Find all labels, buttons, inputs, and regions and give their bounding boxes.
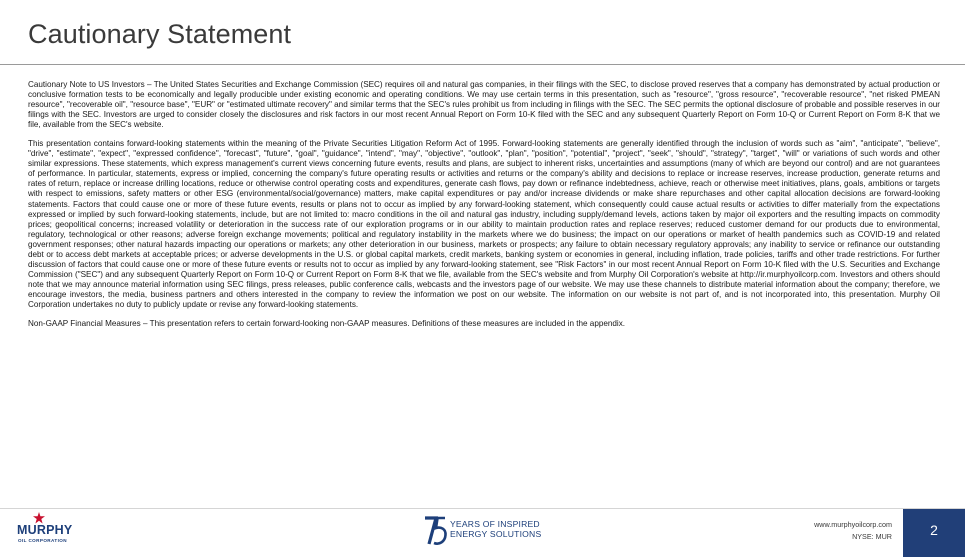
paragraph-non-gaap: Non-GAAP Financial Measures – This presentation refers to certain forward-looking non-GAAP measures. Definitions of these measures are included in the appendix. bbox=[28, 319, 626, 329]
disclaimer-body bbox=[28, 80, 940, 338]
ticker-symbol: NYSE: MUR bbox=[852, 532, 892, 541]
anniversary-line-2: ENERGY SOLUTIONS bbox=[450, 528, 542, 539]
page-number: 2 bbox=[930, 522, 938, 538]
paragraph-forward-looking: This presentation contains forward-looking statements within the meaning of the Private Securities Litigation Reform Act of 1995. Forward-looking statements are generally identified through the inclusion of words such as "aim", "anticipate", "believe", "drive", "estimate", "expect", "expressed confidence", "forecast", "future", "goal", "guidance", "intend", "may", "objective", "outlook", "plan", "position", "potential", "project", "seek", "should", "strategy", "target", "will" or variations of such words and other similar expressions. These statements, which express management's current views concerning future events, results and plans, are subject to inherent risks, uncertainties and assumptions (many of which are beyond our control) and are not guarantees of performance. In particular, statements, express or implied, concerning the company's future operating results or activities and returns or the company's ability and decisions to replace or increase reserves, increase production, generate returns and rates of return, replace or increase drilling locations, reduce or otherwise control operating costs and expenditures, generate cash flows, pay down or refinance indebtedness, achieve, reach or otherwise meet initiatives, plans, goals, ambitions or targets with respect to emissions, safety matters or other ESG (environmental/social/governance) matters, make capital expenditures or pay and/or increase dividends or make share repurchases and other capital allocation decisions are forward-looking statements. Factors that could cause one or more of these future events, results or plans not to occur as implied by any forward-looking statement, which consequently could cause actual results or activities to differ materially from the expectations expressed or implied by such forward-looking statements, include, but are not limited to: macro conditions in the oil and natural gas industry, including supply/demand levels, actions taken by major oil exporters and the resulting impacts on commodity prices; geopolitical concerns; increased volatility or deterioration in the success rate of our exploration programs or in our ability to maintain production rates and replace reserves; reduced customer demand for our products due to environmental, regulatory, technological or other reasons; adverse foreign exchange movements; political and regulatory instability in the markets where we do business; the impact on our operations or market of health pandemics such as COVID-19 and related government responses; other natural hazards impacting our operations or markets; any other deterioration in our business, markets or prospects; any failure to obtain necessary regulatory approvals; any inability to service or refinance our outstanding debt or to access debt markets at acceptable prices; or adverse developments in the U.S. or global capital markets, credit markets, banking system or economies in general, including inflation, trade policies, tariffs and other trade restrictions. For further discussion of factors that could cause one or more of these future events or results not to occur as implied by any forward-looking statement, see "Risk Factors" in our most recent Annual Report on Form 10-K filed with the U.S. Securities and Exchange Commission ("SEC") and any subsequent Quarterly Report on Form 10-Q or Current Report on Form 8-K that we file, available from the SEC's website and from Murphy Oil Corporation's website at http://ir.murphyoilcorp.com. Investors and others should note that we may announce material information using SEC filings, press releases, public conference calls, webcasts and the investors page of our website. We may use these channels to distribute material information about the company; therefore, we encourage investors, the media, business partners and others interested in the company to review the information we post on our website. The information on our website is not part of, and is not incorporated into, this presentation. Murphy Oil Corporation undertakes no duty to publicly update or revise any forward-looking statements. bbox=[28, 139, 940, 309]
title-divider bbox=[0, 64, 965, 65]
website-link[interactable]: www.murphyoilcorp.com bbox=[814, 520, 892, 529]
page-title: Cautionary Statement bbox=[28, 19, 292, 49]
anniversary-text bbox=[450, 520, 541, 539]
logo-wordmark: MURPHY bbox=[17, 523, 73, 537]
murphy-logo bbox=[17, 512, 87, 544]
paragraph-sec-note: Cautionary Note to US Investors – The United States Securities and Exchange Commission (SEC) requires oil and natural gas companies, in their filings with the SEC, to disclose proved reserves that a company has demonstrated by actual production or conclusive formation tests to be economically and legally producible under existing economic and operating conditions. We may use certain terms in this presentation, such as "resource", "gross resource", "recoverable resource", "net risked PMEAN resource", "recoverable oil", "resource base", "EUR" or "estimated ultimate recovery" and similar terms that the SEC's rules prohibit us from including in filings with the SEC. The SEC permits the optional disclosure of probable and possible reserves in our filings with the SEC. Investors are urged to consider closely the disclosures and risk factors in our most recent Annual Report on Form 10-K filed with the SEC and any subsequent Quarterly Report on Form 10-Q or Current Report on Form 8-K that we file, available from the SEC's website. bbox=[28, 80, 940, 130]
anniversary-badge bbox=[424, 515, 564, 547]
footer-divider bbox=[0, 508, 965, 509]
footer-contact bbox=[814, 519, 892, 543]
anniversary-line-1: YEARS OF INSPIRED bbox=[450, 519, 540, 529]
anniversary-number-graphic bbox=[424, 515, 448, 547]
page-number-box bbox=[903, 509, 965, 557]
logo-subtitle: OIL CORPORATION bbox=[18, 538, 67, 543]
